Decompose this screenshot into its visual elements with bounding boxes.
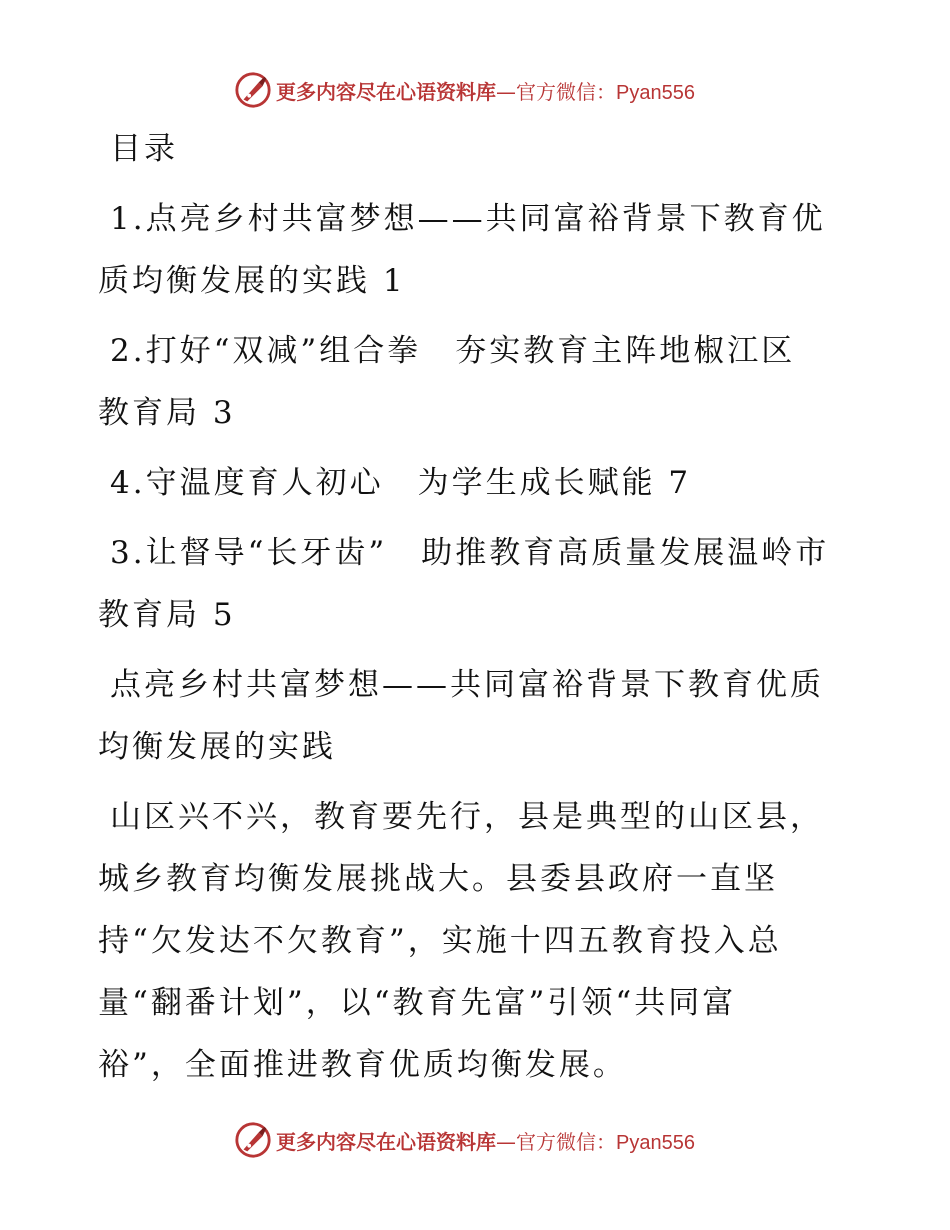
toc-entry[interactable] — [98, 188, 858, 312]
document-content — [98, 118, 858, 1096]
article-title — [98, 654, 858, 778]
banner-brand: 更多内容尽在心语资料库 — [276, 1129, 496, 1154]
toc-entry-line: 质均衡发展的实践 1 — [98, 263, 406, 299]
body-line: 持“欠发达不欠教育”，实施十四五教育投入总 — [98, 923, 782, 959]
body-line: 裕”，全面推进教育优质均衡发展。 — [98, 1047, 627, 1083]
footer-watermark-banner — [234, 1120, 695, 1160]
banner-handle: Pyan556 — [616, 81, 695, 104]
toc-entry-line: 教育局 3 — [98, 395, 236, 431]
toc-entry-line: 3.让督导“长牙齿” 助推教育高质量发展温岭市 — [110, 535, 830, 571]
article-body — [98, 786, 858, 1096]
pen-nib-logo-icon — [234, 71, 272, 109]
article-title-line: 均衡发展的实践 — [98, 729, 336, 765]
body-line: 山区兴不兴，教育要先行，县是典型的山区县， — [110, 799, 824, 835]
toc-heading: 目录 — [110, 131, 178, 167]
body-line: 量“翻番计划”，以“教育先富”引领“共同富 — [98, 985, 737, 1021]
body-line: 城乡教育均衡发展挑战大。县委县政府一直坚 — [98, 861, 778, 897]
toc-entry[interactable] — [98, 522, 858, 646]
pen-nib-logo-icon — [234, 1121, 272, 1159]
banner-text — [276, 76, 695, 105]
toc-entry[interactable] — [98, 320, 858, 444]
toc-entry[interactable] — [98, 452, 858, 514]
toc-entry-line: 1.点亮乡村共富梦想——共同富裕背景下教育优 — [110, 201, 826, 237]
banner-handle: Pyan556 — [616, 1131, 695, 1154]
banner-label: 官方微信： — [516, 1129, 616, 1154]
header-watermark-banner — [234, 70, 695, 110]
banner-dash: — — [496, 1129, 516, 1154]
toc-entry-line: 2.打好“双减”组合拳 夯实教育主阵地椒江区 — [110, 333, 796, 369]
banner-brand: 更多内容尽在心语资料库 — [276, 79, 496, 104]
article-title-line: 点亮乡村共富梦想——共同富裕背景下教育优质 — [110, 667, 824, 703]
toc-entry-line: 4.守温度育人初心 为学生成长赋能 7 — [110, 465, 692, 501]
banner-label: 官方微信： — [516, 79, 616, 104]
banner-dash: — — [496, 79, 516, 104]
banner-text — [276, 1126, 695, 1155]
toc-entry-line: 教育局 5 — [98, 597, 236, 633]
